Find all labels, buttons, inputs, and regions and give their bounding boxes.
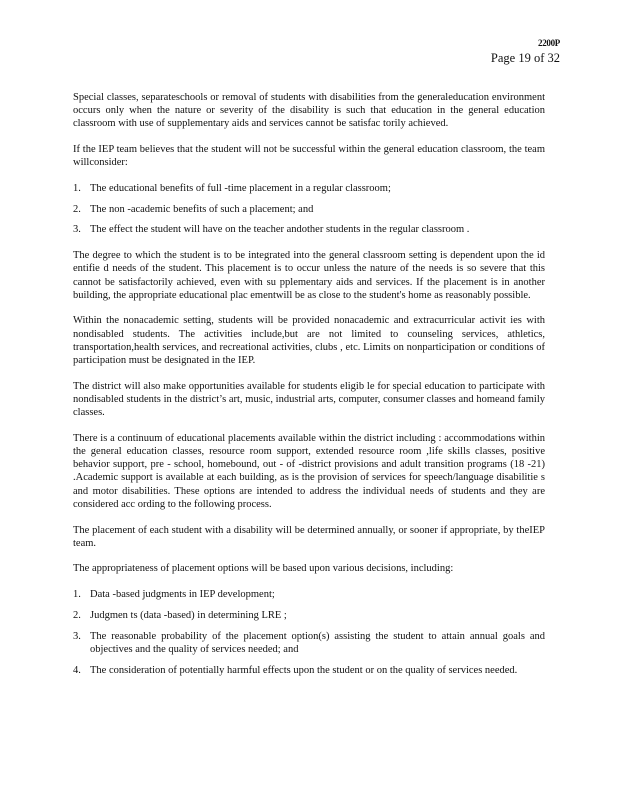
list-item-text: Judgmen ts (data -based) in determining LRE ; bbox=[90, 609, 287, 621]
paragraph-appropriateness: The appropriateness of placement options will be based upon various decisions, including: bbox=[73, 563, 454, 575]
decisions-list bbox=[73, 588, 545, 677]
list-item-text: The effect the student will have on the teacher andother students in the regular classroom . bbox=[90, 224, 470, 236]
paragraph-integration: The degree to which the student is to be integrated into the general classroom setting is dependent upon the id entifie d needs of the student. This placement is to occur unless the nature of the needs is so severe that this cannot be satisfactorily achieved, even with su pplementary aids and services. If the placement is in another building, the appropriate educational plac ementwill be as close to the student's home as reasonably possible. bbox=[73, 250, 545, 301]
list-item-number: 1. bbox=[73, 183, 81, 195]
list-item-number: 1. bbox=[73, 589, 81, 601]
page-number: Page 19 of 32 bbox=[490, 51, 560, 65]
list-item-text: The reasonable probability of the placement option(s) assisting the student to attain annual goals and objectives and the quality of services needed; and bbox=[90, 630, 545, 655]
list-item-number: 2. bbox=[73, 609, 81, 621]
paragraph-placement: The placement of each student with a disability will be determined annually, or sooner if appropriate, by theIEP team. bbox=[73, 524, 545, 549]
considerations-list bbox=[73, 182, 545, 237]
paragraph-special-classes: Special classes, separateschools or removal of students with disabilities from the generaleducation environment occurs only when the nature or severity of the disability is such that education in the general education classroom with use of supplementary aids and services cannot be satisfac torily achieved. bbox=[73, 92, 545, 130]
list-item bbox=[73, 588, 545, 601]
list-item-number: 2. bbox=[73, 203, 81, 215]
list-item bbox=[73, 203, 545, 216]
document-code: 2200P bbox=[538, 38, 560, 48]
paragraph-opportunities: The district will also make opportunities available for students eligib le for special education to participate with nondisabled students in the district’s art, music, industrial arts, computer, consumer classes and homeand family classes. bbox=[73, 380, 545, 419]
list-item bbox=[73, 609, 545, 622]
list-item-number: 3. bbox=[73, 224, 81, 236]
list-item-text: The educational benefits of full -time placement in a regular classroom; bbox=[90, 183, 391, 195]
list-item bbox=[73, 664, 545, 677]
list-item-text: Data -based judgments in IEP development; bbox=[90, 589, 275, 601]
paragraph-iep-team: If the IEP team believes that the student will not be successful within the general education classroom, the team willconsider: bbox=[73, 144, 545, 169]
list-item bbox=[73, 630, 545, 656]
paragraph-continuum: There is a continuum of educational placements available within the district including : accommodations within the general education classes, resource room support, extended resource room ,life skills classes, positive behavior support, pre - school, homebound, out - of -district provisions and adult transition programs (18 -21) .Academic support is available at each building, as is the provision of services for speech/language disabilitie s and motor disabilities. These options are intended to address the individual needs of students and they are considered acc ording to the following process. bbox=[73, 432, 545, 510]
list-item-text: The non -academic benefits of such a placement; and bbox=[90, 203, 314, 215]
list-item-number: 3. bbox=[73, 630, 81, 642]
list-item bbox=[73, 182, 545, 195]
list-item-number: 4. bbox=[73, 664, 81, 676]
list-item bbox=[73, 223, 545, 236]
paragraph-nonacademic: Within the nonacademic setting, students will be provided nonacademic and extracurricular activit ies with nondisabled students. The activities include,but are not limited to counseling services, athletics, transportation,health services, and recreational activities, clubs , etc. Limits on nonparticipation or conditions of participation must be designated in the IEP. bbox=[73, 315, 545, 367]
document-body bbox=[73, 91, 545, 689]
list-item-text: The consideration of potentially harmful effects upon the student or on the quality of services needed. bbox=[90, 664, 518, 676]
